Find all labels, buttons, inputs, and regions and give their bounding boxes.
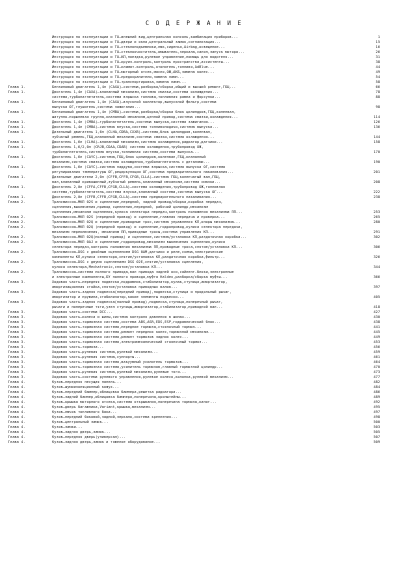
toc-page-number: 208: [373, 180, 380, 184]
toc-entry-text: сцепления,механизм сцепления,кулиса селектора передач,контроль положения механизма ПП...: [52, 210, 243, 214]
toc-entry-text: Ходовая часть—передняя подвеска,подрамник,стабилизатор,кулак,ступица,амортизатор,: [52, 280, 228, 284]
toc-page-number: 326: [373, 255, 380, 259]
toc-entry-text: Ходовая часть—тормозная система,система ABS,ASR,EDS,ESP,гидравлический блок...: [52, 320, 221, 324]
toc-entry-text: компоненты КП,кулиса селектора,снятие/установка КП,раздаточная коробка,фильтр...: [52, 255, 226, 259]
toc-page-number: 158: [373, 140, 380, 144]
table-of-contents: [8, 35, 380, 445]
toc-page-number: 418: [373, 305, 380, 309]
toc-entry-text: шатунно-поршневая группа,клапанный механизм,цепной привод,система смазки,охлаждения...: [52, 115, 239, 119]
toc-page-number: 473: [373, 370, 380, 374]
toc-chapter-label: Глава 1.: [8, 185, 26, 189]
toc-chapter-label: Глава 2.: [8, 200, 26, 204]
toc-chapter-label: Глава 3.: [8, 375, 26, 379]
toc-chapter-label: Глава 3.: [8, 310, 26, 314]
toc-chapter-label: Глава 1.: [8, 165, 26, 169]
toc-chapter-label: Глава 3.: [8, 355, 26, 359]
toc-page-number: 190: [373, 160, 380, 164]
toc-page-number: 126: [373, 120, 380, 124]
toc-chapter-label: Глава 1.: [8, 145, 26, 149]
toc-chapter-label: Глава 1.: [8, 130, 26, 134]
toc-page-number: 507: [373, 435, 380, 439]
toc-entry-text: Бензиновый двигатель 1,4л (CMBA)—система,разборка/сборка блок цилиндров,ГБЦ,коленвал,: [52, 110, 236, 114]
toc-chapter-label: Глава 2.: [8, 260, 26, 264]
toc-entry-text: Кузов—задний бампер,облицовка бампера,поперечина,кронштейны...: [52, 395, 187, 399]
toc-entry-text: Ходовая часть—тормозная система,электромеханический стояночный тормоз...: [52, 340, 208, 344]
toc-page-number: 397: [373, 285, 380, 289]
toc-page-number: 238: [373, 195, 380, 199]
toc-page-number: 16: [375, 45, 380, 49]
toc-entry-text: Ходовая часть—задняя подвеска(полный привод),подвеска,ступица,поперечный рычаг,: [52, 300, 223, 304]
toc-entry-text: сцепления,выключения,привод сцепления,передний, рабочий цилиндр,механизм: [52, 205, 208, 209]
toc-page-number: 136: [373, 125, 380, 129]
toc-entry-text: Ходовая часть—тормоза...: [52, 345, 104, 349]
toc-page-number: 464: [373, 360, 380, 364]
toc-entry-text: механизм,система смазки,система охлаждения,турбонагнетатель с деталями...: [52, 160, 210, 164]
toc-page-number: 344: [373, 265, 380, 269]
toc-chapter-label: Глава 1.: [8, 195, 26, 199]
toc-chapter-label: Глава 2.: [8, 225, 26, 229]
document-title: С О Д Е Р Ж А Н И Е: [145, 20, 243, 27]
toc-entry-text: Ходовая часть—система DCC...: [52, 310, 113, 314]
toc-entry-text: Инструкция по эксплуатации и ТО—внешний вид,центральная консоль,комбинация приборов...: [52, 35, 239, 39]
toc-entry-text: Трансмиссия—система полного привода,вал привода задней оси,сайлент-блоки,электронные: [52, 270, 234, 274]
toc-page-number: 453: [373, 340, 380, 344]
toc-page-number: 306: [373, 245, 380, 249]
toc-entry-text: зубчатый ремень,ГБЦ,клапанный механизм,система смазки,система охлаждения...: [52, 135, 215, 139]
toc-entry-text: кулиса селектора,Mechatronic,снятие/установка КП...: [52, 265, 163, 269]
toc-page-number: 449: [373, 335, 380, 339]
toc-chapter-label: Глава 1.: [8, 90, 26, 94]
toc-page-number: 477: [373, 375, 380, 379]
toc-entry-text: Ходовая часть—колеса и шины,система контроля давления в шинах...: [52, 315, 191, 319]
toc-page-number: 509: [373, 440, 380, 444]
toc-chapter-label: Глава 4.: [8, 405, 26, 409]
toc-entry-text: Кузов—дверь багажника,Variant,крышка,механизм...: [52, 405, 156, 409]
toc-chapter-label: Глава 1.: [8, 155, 26, 159]
toc-page-number: 54: [375, 75, 380, 79]
toc-chapter-label: Глава 4.: [8, 385, 26, 389]
toc-chapter-label: Глава 1.: [8, 110, 26, 114]
toc-page-number: 489: [373, 395, 380, 399]
toc-entry-text: Ходовая часть—система рулевого управления,рулевое колесо,колонка,рулевой механизм...: [52, 375, 234, 379]
toc-chapter-label: Глава 1.: [8, 175, 26, 179]
toc-page-number: 78: [375, 90, 380, 94]
toc-page-number: 38: [375, 60, 380, 64]
toc-entry-text: выпуска ОГ,глушитель,система зажигания...: [52, 105, 141, 109]
toc-chapter-label: Глава 3.: [8, 300, 26, 304]
toc-chapter-label: Глава 4.: [8, 380, 26, 384]
toc-chapter-label: Глава 3.: [8, 370, 26, 374]
toc-entry-text: Двигатель 1,6л (CAYC)—система наддува,система впрыска,система выпуска ОГ,система: [52, 165, 226, 169]
toc-page-number: 484: [373, 385, 380, 389]
toc-entry-text: Кузов—передний бампер,облицовка бампера,решетка радиатора...: [52, 390, 182, 394]
toc-entry-text: Инструкция по эксплуатации и ТО—климат-контроль,отопитель,топливо,AdBlue...: [52, 65, 215, 69]
toc-entry-text: Трансмиссия—МКП 02S (передний привод) и сцепление,главная передача и проверка...: [52, 215, 226, 219]
toc-chapter-label: Глава 3.: [8, 335, 26, 339]
toc-entry-text: Двигатель 1,4л (CMBA)—турбонагнетатель,система выпуска,система зажигания...: [52, 120, 215, 124]
toc-page-number: 15: [375, 40, 380, 44]
toc-entry-text: Ходовая часть—рулевая система,рулевой механизм,рулевые тяги...: [52, 370, 187, 374]
toc-page-number: 170: [373, 150, 380, 154]
toc-chapter-label: Глава 3.: [8, 340, 26, 344]
toc-entry-text: Дизельные двигатели 2,0л (CFFB,CFFB,CFGB,CLLA)—система ГБЦ,коленчатый вал,ГБЦ,: [52, 175, 221, 179]
toc-entry-text: Ходовая часть—тормозная система,ремонт передних колес,тормозной механизм...: [52, 330, 215, 334]
toc-entry-text: Двигатель 1,4л (CMBA)—система впуска,система топливоподачи,система выпуска...: [52, 125, 219, 129]
toc-chapter-label: Глава 4.: [8, 430, 26, 434]
toc-page-number: 497: [373, 410, 380, 414]
toc-page-number: 49: [375, 70, 380, 74]
toc-chapter-label: Глава 3.: [8, 330, 26, 334]
toc-chapter-label: Глава 3.: [8, 345, 26, 349]
toc-page-number: 114: [373, 115, 380, 119]
toc-chapter-label: Глава 3.: [8, 350, 26, 354]
toc-entry-text: Ходовая часть—тормозная система,вакуумный усилитель тормозов...: [52, 360, 189, 364]
toc-chapter-label: Глава 3.: [8, 365, 26, 369]
toc-page-number: 265: [373, 215, 380, 219]
toc-page-number: 26: [375, 50, 380, 54]
toc-chapter-label: Глава 4.: [8, 415, 26, 419]
toc-page-number: 201: [373, 170, 380, 174]
toc-entry-text: Ходовая часть—тормозная система,ремонт тормозов задних колес...: [52, 335, 189, 339]
toc-entry-text: вал,клапанный кривошипный,зубчатый ремень,клапанный механизм,система смазки...: [52, 180, 221, 184]
toc-page-number: 456: [373, 345, 380, 349]
toc-chapter-label: Глава 2.: [8, 220, 26, 224]
toc-entry-text: Двигатель 1,4л (CAXA)—клапанный механизм,система смазки,система охлаждения...: [52, 90, 219, 94]
toc-entry-text: Кузов—передняя несущая панель...: [52, 380, 122, 384]
toc-page-number: 486: [373, 390, 380, 394]
toc-entry-text: Двигатель 2,0л (CFFB,CFFB,CFGB,CLLA)—система предварительного накаливания...: [52, 195, 217, 199]
toc-entry-text: Ходовая часть—тормозная система,усилитель тормозов,главный тормозной цилиндр...: [52, 365, 223, 369]
toc-chapter-label: Глава 2.: [8, 250, 26, 254]
toc-entry-text: рычаги и поперечные тяги,узел ступицы,амортизатор,стабилизатор,приводной вал...: [52, 305, 223, 309]
toc-entry-text: Инструкция по эксплуатации и ТО—двери и окна,центральный замок,сигнализация...: [52, 40, 221, 44]
toc-chapter-label: Глава 2.: [8, 215, 26, 219]
toc-page-number: 461: [373, 355, 380, 359]
toc-entry-text: Инструкция по эксплуатации и ТО—круиз-контроль,контроль пространства,ассистенты...: [52, 60, 230, 64]
toc-entry-text: Кузов—задняя дверь,замок...: [52, 430, 111, 434]
toc-page-number: 222: [373, 190, 380, 194]
toc-entry-text: Двигатель 1,6л (CLHA)—клапанный механизм,система охлаждения,радиатор,датчики...: [52, 140, 223, 144]
toc-chapter-label: Глава 4.: [8, 410, 26, 414]
toc-page-number: 280: [373, 220, 380, 224]
toc-page-number: 438: [373, 320, 380, 324]
toc-entry-text: турбонагнетатель,система впуска,топливная система,система выпуска...: [52, 150, 200, 154]
toc-entry-text: Трансмиссия—DSG с двумя сцеплением DSG 02E,снятие/установка сцепления,: [52, 260, 204, 264]
toc-chapter-label: Глава 2.: [8, 235, 26, 239]
toc-chapter-label: Глава 3.: [8, 280, 26, 284]
toc-chapter-label: Глава 4.: [8, 440, 26, 444]
toc-entry-text: Двигатель 1,6/2,0л (CRJB,CDAA,CDAB) система охлаждения,трубопровод ОЖ,: [52, 145, 204, 149]
toc-entry-text: Инструкция по эксплуатации и ТО—КП,поездка,рулевое управление,помощь для водителя...: [52, 55, 234, 59]
toc-entry-text: Ходовая часть—задняя подвеска(передний привод),подвеска,ступица и продольный рычаг,: [52, 290, 232, 294]
toc-entry-text: Инструкция по эксплуатации и ТО—моторный отсек,масло,ОЖ,АКБ,замена колес...: [52, 70, 215, 74]
toc-entry-text: Кузов—лючок топливного бака...: [52, 410, 117, 414]
toc-chapter-label: Глава 1.: [8, 100, 26, 104]
toc-chapter-label: Глава 1.: [8, 140, 26, 144]
toc-chapter-label: Глава 3.: [8, 325, 26, 329]
toc-entry-text: Ходовая часть—рулевая система,рулевой механизм...: [52, 350, 159, 354]
toc-entry-text: Кузов—крышка моторного отсека,система открывания,поперечина тормоза,капот...: [52, 400, 217, 404]
toc-entry-text: система,турбонагнетатель,система впуска,клапанный система,система выпуска ОГ...: [52, 190, 223, 194]
toc-entry-text: амортизатор и пружина,стабилизатор,какие элементы подвески...: [52, 295, 184, 299]
toc-page-number: 430: [373, 315, 380, 319]
toc-entry-text: Дизельный двигатель 1,6л (CLHA,CDBA,CXXB)—система,блок цилиндров,коленвал,: [52, 130, 213, 134]
toc-page-number: 427: [373, 310, 380, 314]
toc-entry-text: Трансмиссия—МКП 0AJ и сцепление,гидропривод,механизм выключения сцепления,кулиса: [52, 240, 226, 244]
toc-entry-text: Инструкция по эксплуатации и ТО—предохранители,замена ламп...: [52, 75, 184, 79]
toc-page-number: 88: [375, 95, 380, 99]
toc-entry-text: селектора передач,контроль положения механизма ПП,приводные троса,снятие/установка КП...: [52, 245, 243, 249]
toc-entry-text: Двигатель 1,6л (CAYC)—система,ГБЦ,блок цилиндров,коленвал,ГБЦ,клапанный: [52, 155, 206, 159]
toc-chapter-label: Глава 3.: [8, 320, 26, 324]
toc-entry-text: Инструкция по эксплуатации и ТО—стеклоподъемники,люк,сиденья,Airbag,освещение...: [52, 45, 226, 49]
toc-page-number: 500: [373, 420, 380, 424]
toc-entry-text: Трансмиссия—МКП 02S и сцепление,передний, задний привод/сборка,коробка передач,: [52, 200, 223, 204]
toc-page-number: 44: [375, 65, 380, 69]
toc-page-number: 505: [373, 430, 380, 434]
toc-page-number: 495: [373, 405, 380, 409]
toc-chapter-label: Глава 4.: [8, 400, 26, 404]
toc-entry-text: Трансмиссия—МКП 02Q и сцепление,приводные трос,система управления КП,опоры механизма...: [52, 220, 241, 224]
toc-entry-text: система,турбонагнетатель,система впрыска топлива,топливная рампа и форсунки...: [52, 95, 221, 99]
toc-chapter-label: Глава 2.: [8, 270, 26, 274]
toc-entry-text: Трансмиссия—МКП 02Q (передний привод) и сцепление,гидропривод,кулиса селектора передачи,: [52, 225, 243, 229]
toc-entry-text: и электронные компоненты,БУ полного привода,муфта Haldex,разборка/сборка муфты...: [52, 275, 228, 279]
toc-page-number: 144: [373, 135, 380, 139]
toc-page-number: 441: [373, 325, 380, 329]
toc-entry-text: Двигатель 2,0л (CFFA,CFFB,CFGB,CLLA)—система охлаждения,трубопровод ОЖ,топливная: [52, 185, 226, 189]
toc-page-number: 498: [373, 415, 380, 419]
toc-entry-text: Кузов—замки...: [52, 425, 83, 429]
toc-page-number: 445: [373, 330, 380, 334]
toc-page-number: 291: [373, 230, 380, 234]
toc-page-number: 98: [375, 105, 380, 109]
toc-page-number: 302: [373, 235, 380, 239]
toc-entry-text: регулирования температуры ОГ,рециркуляции ОГ,система предварительного накаливания...: [52, 170, 234, 174]
toc-entry-text: Инструкция по эксплуатации и ТО—стеклоочиститель,омыватель,зеркала,салон,запуск мотора...: [52, 50, 245, 54]
toc-entry-text: Трансмиссия—DSG с двойным сцеплением DSG 0AM,датчики и реле,схема,электрические: [52, 250, 223, 254]
toc-chapter-label: Глава 4.: [8, 390, 26, 394]
toc-chapter-label: Глава 4.: [8, 395, 26, 399]
toc-page-number: 58: [375, 80, 380, 84]
toc-chapter-label: Глава 3.: [8, 315, 26, 319]
toc-entry-text: Кузов—передний боковой,задний,зеркало,система крепления...: [52, 415, 178, 419]
toc-chapter-label: Глава 2.: [8, 240, 26, 244]
toc-chapter-label: Глава 1.: [8, 120, 26, 124]
toc-entry-text: Ходовая часть—тормозная система,передние тормоза,стояночный тормоз...: [52, 325, 202, 329]
toc-page-number: 253: [373, 210, 380, 214]
toc-entry-text: Бензиновый двигатель 1,4л (CAXA)—впускной коллектор,выпускной фильтр,система: [52, 100, 217, 104]
toc-chapter-label: Глава 4.: [8, 420, 26, 424]
toc-entry-text: амортизационная стойка,снятие/установка приводных валов...: [52, 285, 178, 289]
toc-entry-text: Бензиновый двигатель 1,4л (CAXA)—система,разборка/сборка,общий и высший ремонт,ГБЦ...: [52, 85, 236, 89]
toc-page-number: 492: [373, 400, 380, 404]
toc-chapter-label: Глава 3.: [8, 360, 26, 364]
toc-chapter-label: Глава 1.: [8, 125, 26, 129]
toc-entry-text: механизм переключения, механизм ПП,приводные тросы,система управления КП...: [52, 230, 215, 234]
toc-page-number: 503: [373, 425, 380, 429]
toc-entry-text: Ходовая часть—рулевая система,суппорты...: [52, 355, 141, 359]
toc-entry-text: Трансмиссия—МКП 02Q(полный привод) и сцепление,система/установка КП,раздаточная коробка...: [52, 235, 247, 239]
toc-page-number: 366: [373, 275, 380, 279]
toc-entry-text: Кузов—передняя дверь(универсал)...: [52, 435, 126, 439]
toc-chapter-label: Глава 1.: [8, 85, 26, 89]
toc-entry-text: Кузов—центральный замок...: [52, 420, 109, 424]
toc-page-number: 1: [377, 35, 380, 39]
toc-page-number: 31: [375, 55, 380, 59]
toc-chapter-label: Глава 3.: [8, 290, 26, 294]
toc-page-number: 66: [375, 85, 380, 89]
toc-entry-text: Кузов—шумоизоляционный кожух...: [52, 385, 120, 389]
toc-page-number: 405: [373, 295, 380, 299]
toc-entry-text: Кузов—задняя дверь,замок и тяжелое оборудование...: [52, 440, 161, 444]
toc-page-number: 482: [373, 380, 380, 384]
toc-entry: [8, 440, 380, 445]
toc-page-number: 470: [373, 365, 380, 369]
toc-chapter-label: Глава 4.: [8, 435, 26, 439]
toc-page-number: 459: [373, 350, 380, 354]
toc-chapter-label: Глава 4.: [8, 425, 26, 429]
toc-entry-text: Инструкция по эксплуатации и ТО—транспортировка,замена ламп...: [52, 80, 187, 84]
